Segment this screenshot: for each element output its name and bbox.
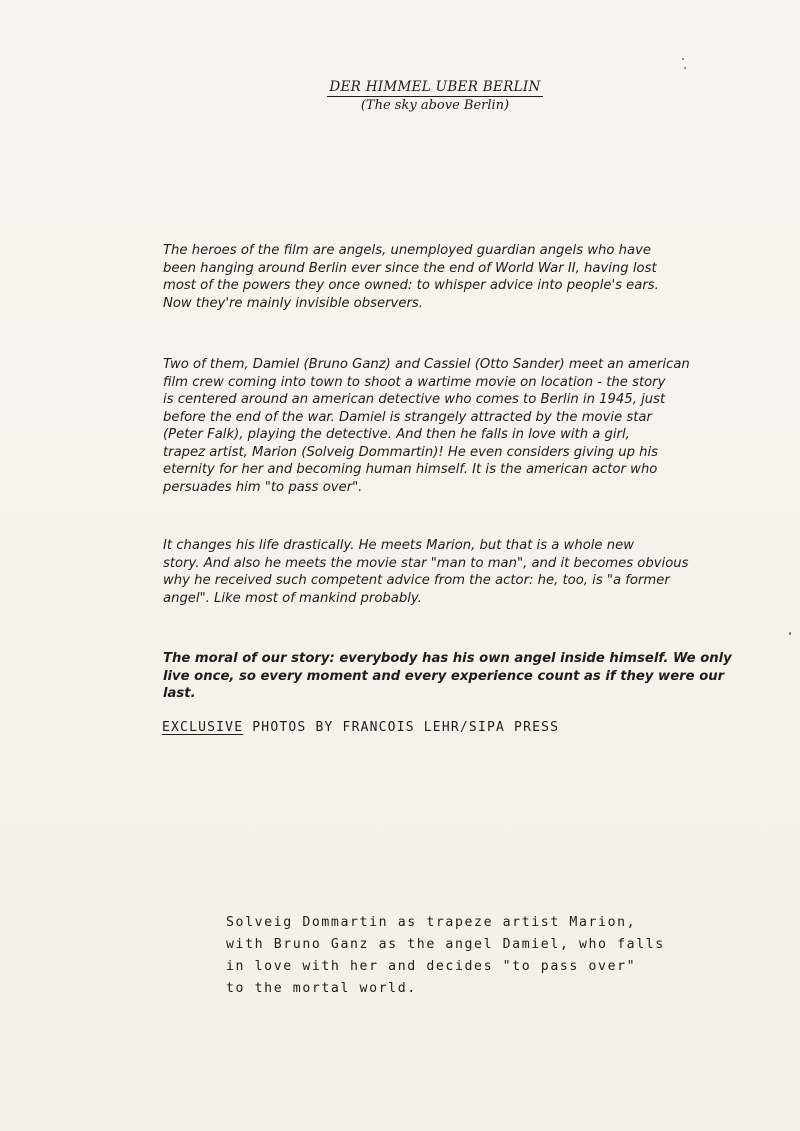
- photo-caption: Solveig Dommartin as trapeze artist Marion, with Bruno Ganz as the angel Damiel, who falls in love with her and decides "to pass over" to the mortal world.: [226, 915, 665, 996]
- paragraph-change: It changes his life drastically. He meets Marion, but that is a whole new story. And also he meets the movie star "man to man", and it becomes obvious why he received such competent advice from the actor: he, too, is "a former angel". Like most of mankind probably.: [163, 538, 689, 606]
- credit-source: PHOTOS BY FRANCOIS LEHR/SIPA PRESS: [243, 720, 560, 735]
- paragraph-moral: The moral of our story: everybody has his own angel inside himself. We only live once, so every moment and every experience count as if they were our last.: [163, 651, 732, 701]
- photo-credit: [162, 720, 559, 735]
- header: [0, 78, 800, 113]
- paper-speck: [789, 632, 791, 635]
- page-subtitle: (The sky above Berlin): [360, 98, 510, 113]
- paper-speck: [684, 67, 686, 69]
- page-title: DER HIMMEL UBER BERLIN: [329, 79, 541, 95]
- paragraph-plot: Two of them, Damiel (Bruno Ganz) and Cassiel (Otto Sander) meet an american film crew coming into town to shoot a wartime movie on location - the story is centered around an american detective who comes to Berlin in 1945, just before the end of the war. Damiel is strangely attracted by the movie star (Peter Falk), playing the detective. And then he falls in love with a girl, trapez artist, Marion (Solveig Dommartin)! He even considers giving up his eternity for her and becoming human himself. It is the american actor who persuades him "to pass over".: [163, 357, 690, 495]
- credit-exclusive: EXCLUSIVE: [162, 720, 244, 735]
- paragraph-intro: The heroes of the film are angels, unemployed guardian angels who have been hanging around Berlin ever since the end of World War II, having lost most of the powers they once owned: to whisper advice into people's ears. Now they're mainly invisible observers.: [163, 243, 659, 311]
- paper-speck: [682, 58, 684, 60]
